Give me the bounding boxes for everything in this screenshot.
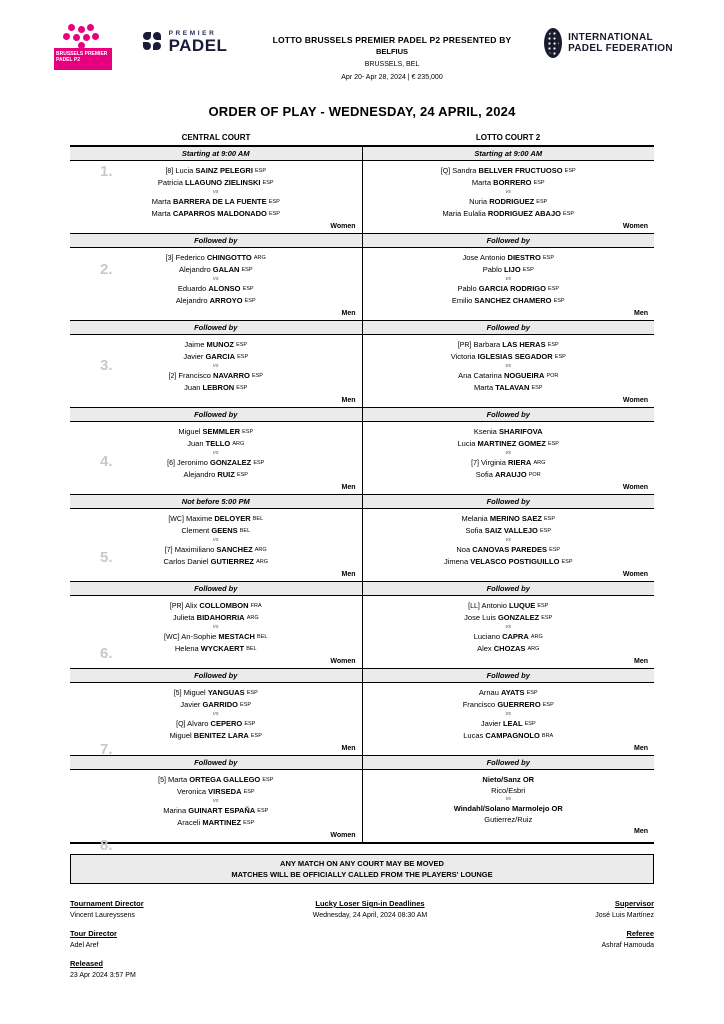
vs-label: vs: [505, 450, 511, 456]
player-line: [7] Maximiliano SANCHEZ ARG: [164, 545, 267, 554]
premier-padel-logo: [130, 24, 240, 54]
player-line: Lucas CAMPAGNOLO BRA: [463, 731, 554, 740]
match-category: Men: [341, 397, 356, 404]
match-category: Men: [341, 484, 356, 491]
player-line: Clement GEENS BEL: [181, 526, 251, 535]
match-time: Not before 5:00 PM: [70, 495, 362, 509]
match-time: Followed by: [70, 408, 362, 422]
match-cell-lotto2: [363, 669, 655, 755]
match-category: Women: [622, 223, 648, 230]
vs-label: vs: [213, 450, 219, 456]
player-line: Nieto/Sanz OR: [482, 775, 535, 784]
player-line: Miguel BENITEZ LARA ESP: [169, 731, 262, 740]
tournament-info: [240, 24, 544, 84]
player-line: Eduardo ALONSO ESP: [177, 284, 254, 293]
match-category: Women: [330, 223, 356, 230]
match-cell-central: [70, 756, 363, 842]
match-details: [363, 509, 655, 570]
player-line: Francisco GUERRERO ESP: [462, 700, 554, 709]
player-line: Alejandro ARROYO ESP: [175, 296, 256, 305]
match-details: [70, 596, 362, 657]
page-header: [0, 18, 724, 90]
row-number: 2.: [100, 261, 113, 278]
match-time: Followed by: [70, 756, 362, 770]
table-row: [70, 408, 654, 495]
padel-label: PADEL: [168, 36, 228, 55]
row-number: 3.: [100, 357, 113, 374]
player-line: Helena WYCKAERT BEL: [174, 644, 257, 653]
premier-label: PREMIER: [168, 30, 217, 37]
player-line: [6] Jeronimo GONZALEZ ESP: [167, 458, 265, 467]
footer-center: [240, 898, 500, 922]
player-line: Noa CANOVAS PAREDES ESP: [456, 545, 561, 554]
player-line: [8] Lucia SAINZ PELEGRI ESP: [165, 166, 267, 175]
player-line: Araceli MARTINEZ ESP: [177, 818, 255, 827]
tour-director-label: Tour Director: [70, 929, 117, 938]
player-line: Miguel SEMMLER ESP: [178, 427, 254, 436]
match-time: Followed by: [363, 669, 655, 683]
table-row: [70, 495, 654, 582]
player-line: Emilio SANCHEZ CHAMERO ESP: [451, 296, 565, 305]
player-line: Gutierrez/Ruiz: [484, 815, 533, 824]
tournament-name: LOTTO BRUSSELS PREMIER PADEL P2 PRESENTED BY: [272, 35, 512, 45]
table-row: [70, 147, 654, 234]
player-line: Nuria RODRIGUEZ ESP: [469, 197, 548, 206]
vs-label: vs: [213, 711, 219, 717]
player-line: [WC] Maxime DELOYER BEL: [168, 514, 264, 523]
match-time: Followed by: [70, 234, 362, 248]
player-line: Ana Catarina NOGUEIRA POR: [458, 371, 559, 380]
player-line: Pablo GARCIA RODRIGO ESP: [457, 284, 560, 293]
order-of-play-table: [70, 133, 654, 854]
match-grid: [70, 145, 654, 854]
match-category: Women: [330, 658, 356, 665]
released-value: 23 Apr 2024 3:57 PM: [70, 972, 136, 979]
player-line: Marta CAPARROS MALDONADO ESP: [151, 209, 280, 218]
premier-padel-flower-icon: [143, 32, 163, 52]
court-header-2: LOTTO COURT 2: [475, 133, 541, 142]
match-details: [70, 422, 362, 483]
tournament-location: BRUSSELS, BEL: [364, 61, 420, 68]
footer-right: [474, 898, 654, 952]
supervisor-label: Supervisor: [614, 899, 654, 908]
tournament-director-label: Tournament Director: [70, 899, 144, 908]
match-cell-central: [70, 408, 363, 494]
player-line: [7] Virginia RIERA ARG: [471, 458, 546, 467]
match-category: Men: [341, 571, 356, 578]
player-line: Sofia SAIZ VALLEJO ESP: [465, 526, 551, 535]
court-header-1: CENTRAL COURT: [181, 133, 251, 142]
player-line: Ksenia SHARIFOVA: [473, 427, 543, 436]
tour-director-value: Adel Aref: [70, 942, 99, 949]
match-cell-central: [70, 582, 363, 668]
row-number: 5.: [100, 549, 113, 566]
match-cell-lotto2: [363, 147, 655, 233]
player-line: [5] Marta ORTEGA GALLEGO ESP: [158, 775, 274, 784]
player-line: Juan TELLO ARG: [187, 439, 245, 448]
match-category: Men: [634, 745, 648, 752]
match-category: Men: [341, 745, 356, 752]
player-line: Pablo LIJO ESP: [482, 265, 534, 274]
referee-label: Referee: [626, 929, 654, 938]
match-cell-central: [70, 321, 363, 407]
row-number: 8.: [100, 837, 113, 854]
supervisor-value: José Luis Martínez: [595, 912, 654, 919]
match-cell-lotto2: [363, 234, 655, 320]
match-details: [363, 770, 655, 827]
match-details: [363, 248, 655, 309]
player-line: Victoria IGLESIAS SEGADOR ESP: [450, 352, 566, 361]
match-time: Followed by: [363, 756, 655, 770]
player-line: Melania MERINO SAEZ ESP: [461, 514, 556, 523]
match-details: [70, 509, 362, 570]
player-line: [LL] Antonio LUQUE ESP: [468, 601, 549, 610]
released-label: Released: [70, 959, 103, 968]
vs-label: vs: [213, 363, 219, 369]
row-number: 4.: [100, 453, 113, 470]
player-line: Luciano CAPRA ARG: [473, 632, 543, 641]
tournament-director-value: Vincent Laureyssens: [70, 912, 135, 919]
referee-value: Ashraf Hamouda: [601, 942, 654, 949]
player-line: Marta TALAVAN ESP: [473, 383, 543, 392]
player-line: Jimena VELASCO POSTIGUILLO ESP: [443, 557, 573, 566]
player-line: Arnau AYATS ESP: [478, 688, 538, 697]
match-category: Men: [634, 310, 648, 317]
player-line: Carlos Daniel GUTIERREZ ARG: [163, 557, 268, 566]
match-cell-lotto2: [363, 321, 655, 407]
match-time: Followed by: [363, 495, 655, 509]
match-time: Followed by: [70, 582, 362, 596]
match-category: Women: [622, 571, 648, 578]
match-cell-lotto2: [363, 582, 655, 668]
flower-icon: [54, 24, 116, 46]
ipf-logo-text: INTERNATIONAL PADEL FEDERATION: [568, 32, 673, 54]
match-category: Men: [634, 828, 648, 835]
match-cell-central: [70, 669, 363, 755]
vs-label: vs: [213, 189, 219, 195]
vs-label: vs: [505, 189, 511, 195]
row-number: 1.: [100, 163, 113, 180]
player-line: Julieta BIDAHORRIA ARG: [172, 613, 259, 622]
player-line: [5] Miguel YANGUAS ESP: [173, 688, 258, 697]
vs-label: vs: [213, 276, 219, 282]
row-number: 6.: [100, 645, 113, 662]
player-line: [PR] Barbara LAS HERAS ESP: [457, 340, 559, 349]
match-details: [70, 248, 362, 309]
player-line: [3] Federico CHINGOTTO ARG: [165, 253, 266, 262]
vs-label: vs: [505, 711, 511, 717]
match-time: Followed by: [70, 669, 362, 683]
ipf-mark-icon: [544, 28, 562, 58]
player-line: Sofia ARAUJO POR: [475, 470, 541, 479]
match-time: Starting at 9:00 AM: [70, 147, 362, 161]
match-time: Followed by: [363, 321, 655, 335]
vs-label: vs: [213, 798, 219, 804]
player-line: [PR] Alix COLLOMBON FRA: [169, 601, 262, 610]
player-line: Javier GARRIDO ESP: [180, 700, 252, 709]
player-line: Alejandro GALAN ESP: [178, 265, 253, 274]
match-cell-central: [70, 147, 363, 233]
lucky-loser-label: Lucky Loser Sign-in Deadlines: [315, 899, 425, 908]
vs-label: vs: [505, 537, 511, 543]
match-details: [363, 683, 655, 744]
table-row: [70, 582, 654, 669]
match-details: [363, 161, 655, 222]
brussels-premier-padel-logo: [40, 24, 130, 74]
player-line: Veronica VIRSEDA ESP: [176, 787, 255, 796]
match-cell-lotto2: [363, 495, 655, 581]
vs-label: vs: [213, 624, 219, 630]
match-cell-central: [70, 234, 363, 320]
player-line: [WC] An-Sophie MESTACH BEL: [164, 632, 268, 641]
tournament-sponsor: BELFIUS: [375, 47, 409, 56]
match-details: [70, 770, 362, 831]
table-row: [70, 756, 654, 854]
table-row: [70, 321, 654, 408]
brussels-logo-text: BRUSSELS PREMIER PADEL P2: [54, 48, 112, 70]
match-cell-lotto2: [363, 756, 655, 842]
match-cell-lotto2: [363, 408, 655, 494]
player-line: [Q] Sandra BELLVER FRUCTUOSO ESP: [440, 166, 576, 175]
player-line: Marina GUINART ESPAÑA ESP: [163, 806, 269, 815]
player-line: Alejandro RUIZ ESP: [183, 470, 248, 479]
player-line: Jose Antonio DIESTRO ESP: [462, 253, 554, 262]
vs-label: vs: [505, 796, 511, 802]
player-line: Lucia MARTINEZ GOMEZ ESP: [457, 439, 559, 448]
table-row: [70, 234, 654, 321]
notice-box: [70, 854, 654, 884]
tournament-dates-prize: Apr 20- Apr 28, 2024 | € 235,000: [341, 74, 443, 81]
match-time: Followed by: [363, 582, 655, 596]
player-line: Marta BORRERO ESP: [471, 178, 545, 187]
match-time: Followed by: [363, 408, 655, 422]
player-line: Patricia LLAGUNO ZIELINSKI ESP: [157, 178, 274, 187]
player-line: [2] Francisco NAVARRO ESP: [168, 371, 263, 380]
notice-line-1: ANY MATCH ON ANY COURT MAY BE MOVED: [280, 859, 444, 868]
player-line: Juan LEBRON ESP: [184, 383, 248, 392]
player-line: Marta BARRERA DE LA FUENTE ESP: [151, 197, 280, 206]
match-time: Starting at 9:00 AM: [363, 147, 655, 161]
match-details: [363, 596, 655, 657]
lucky-loser-value: Wednesday, 24 April, 2024 08:30 AM: [312, 912, 428, 919]
vs-label: vs: [505, 624, 511, 630]
match-details: [363, 422, 655, 483]
vs-label: vs: [505, 363, 511, 369]
vs-label: vs: [213, 537, 219, 543]
page-title: ORDER OF PLAY - WEDNESDAY, 24 APRIL, 2024: [208, 104, 516, 119]
match-time: Followed by: [363, 234, 655, 248]
match-time: Followed by: [70, 321, 362, 335]
match-cell-central: [70, 495, 363, 581]
player-line: Windahl/Solano Marmolejo OR: [453, 804, 563, 813]
match-details: [70, 683, 362, 744]
match-category: Men: [634, 658, 648, 665]
row-number: 7.: [100, 741, 113, 758]
player-line: Jaime MUNOZ ESP: [184, 340, 248, 349]
player-line: Maria Eulalia RODRIGUEZ ABAJO ESP: [442, 209, 575, 218]
match-details: [363, 335, 655, 396]
player-line: Rico/Esbri: [491, 786, 526, 795]
table-row: [70, 669, 654, 756]
match-category: Women: [622, 397, 648, 404]
player-line: Jose Luis GONZALEZ ESP: [464, 613, 553, 622]
match-category: Women: [622, 484, 648, 491]
page-footer: [70, 898, 654, 978]
player-line: Javier LEAL ESP: [480, 719, 536, 728]
match-category: Women: [330, 832, 356, 839]
player-line: Javier GARCIA ESP: [183, 352, 249, 361]
match-details: [70, 161, 362, 222]
match-details: [70, 335, 362, 396]
player-line: [Q] Alvaro CEPERO ESP: [176, 719, 256, 728]
match-category: Men: [341, 310, 356, 317]
vs-label: vs: [505, 276, 511, 282]
court-headers: [70, 133, 654, 145]
notice-line-2: MATCHES WILL BE OFFICIALLY CALLED FROM THE PLAYERS' LOUNGE: [231, 870, 493, 879]
player-line: Alex CHOZAS ARG: [477, 644, 540, 653]
ipf-logo: [544, 24, 684, 58]
